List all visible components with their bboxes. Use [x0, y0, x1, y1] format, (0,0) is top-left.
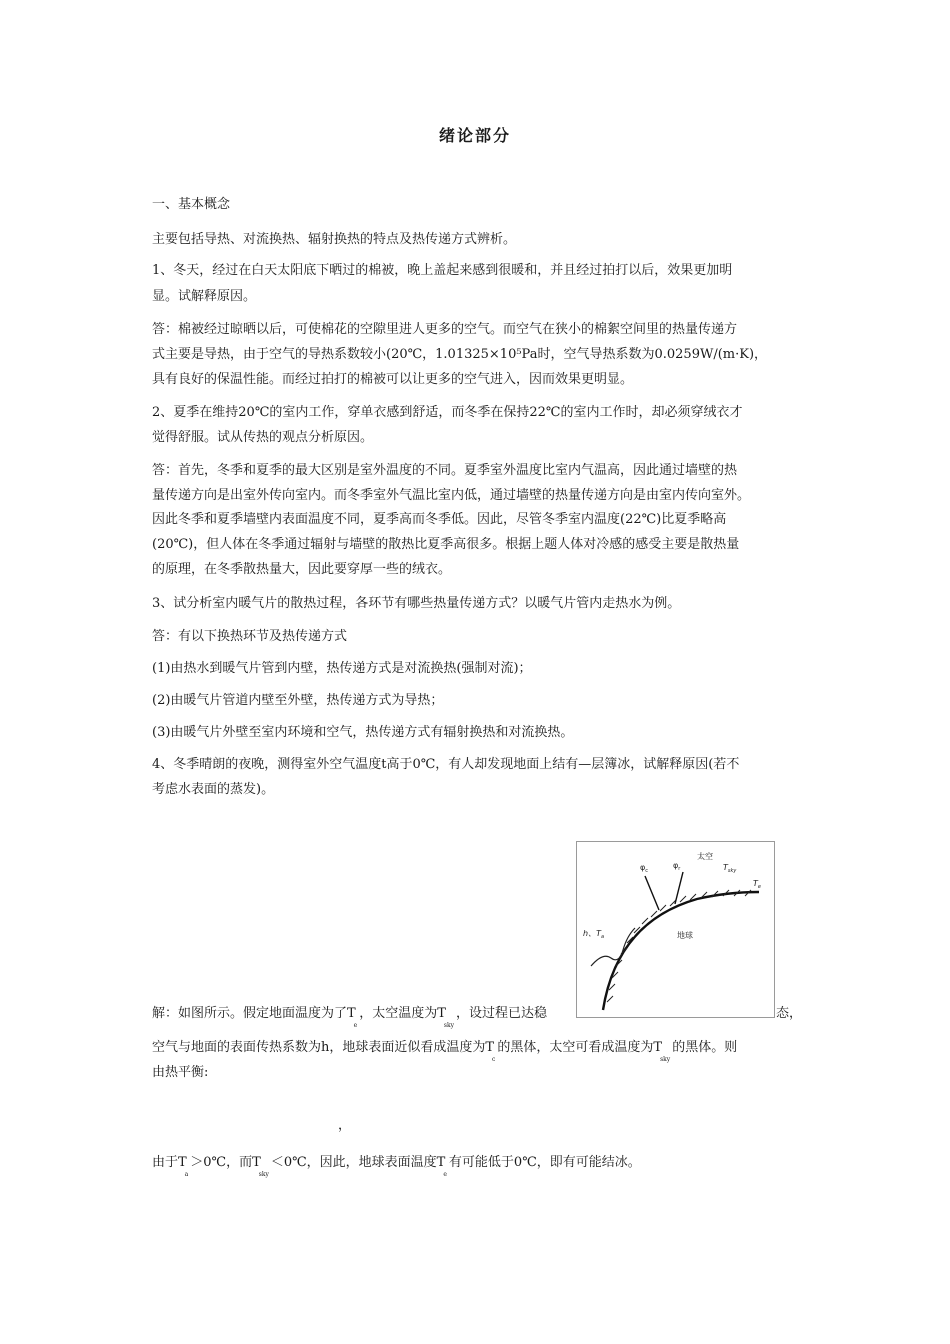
section-heading: 一、基本概念: [152, 197, 231, 212]
phi-r-label: $\varphi_r$: [673, 861, 681, 872]
tsky-label: $T_{sky}$: [723, 863, 737, 874]
conclusion-line: 由于$T_a>0℃$，而$T_{sky}<0℃$，因此，地球表面温度$T_e$有可能低于0℃，即有可能结冰。: [152, 1155, 641, 1178]
intro-text: 主要包括导热、对流换热、辐射换热的特点及热传递方式辨析。: [152, 232, 517, 247]
question-2-line-1: 2、夏季在维持20℃的室内工作，穿单衣感到舒适，而冬季在保持22℃的室内工作时，却必须穿绒衣才: [152, 405, 743, 420]
solution-line-1-end: 态，: [776, 1006, 803, 1021]
answer-2-line-2: 量传递方向是出室外传向室内。而冬季室外气温比室内低，通过墙壁的热量传递方向是由室内传向室外。: [152, 488, 751, 503]
question-1-line-1: 1、冬天，经过在白天太阳底下晒过的棉被，晚上盖起来感到很暖和，并且经过拍打以后，效果更加明: [152, 263, 733, 278]
question-4-line-1: 4、冬季晴朗的夜晚，测得室外空气温度t高于0℃，有人却发现地面上结有—层簿冰，试解释原因(若不: [152, 757, 740, 772]
answer-2-line-1: 答：首先，冬季和夏季的最大区别是室外温度的不同。夏季室外温度比室内气温高，因此通过墙壁的热: [152, 463, 738, 478]
question-4-line-2: 考虑水表面的蒸发)。: [152, 782, 275, 797]
answer-1-line-1: 答：棉被经过晾晒以后，可使棉花的空隙里进人更多的空气。而空气在狭小的棉絮空间里的热量传递方: [152, 322, 738, 337]
h-ta-label: h、$T_a$: [583, 929, 605, 940]
radiation-arrow-2: [675, 872, 683, 904]
equation-comma: ，: [338, 1118, 352, 1133]
solution-line-3: 由热平衡:: [152, 1065, 209, 1080]
answer-3-heading: 答：有以下换热环节及热传递方式: [152, 629, 348, 644]
answer-2-line-5: 的原理，在冬季散热量大，因此要穿厚一些的绒衣。: [152, 562, 452, 577]
phi-c-label: $\varphi_c$: [640, 863, 649, 874]
answer-3-item-1: (1)由热水到暖气片管到内壁，热传递方式是对流换热(强制对流)；: [152, 661, 532, 676]
question-2-line-2: 觉得舒服。试从传热的观点分析原因。: [152, 430, 374, 445]
figure-drawing: [577, 842, 774, 1017]
te-label: $T_e$: [753, 879, 761, 890]
answer-2-line-3: 因此冬季和夏季墙壁内表面温度不同，夏季高而冬季低。因此，尽管冬季室内温度(22℃)比夏季略高: [152, 512, 727, 527]
solution-line-2: 空气与地面的表面传热系数为h，地球表面近似看成温度为$T_c$的黑体，太空可看成温度为$T_{sky}$的黑体。则: [152, 1040, 738, 1063]
answer-1-line-2: 式主要是导热，由于空气的导热系数较小(20℃，1.01325×10⁵Pa时，空气导热系数为0.0259W/(m·K)，: [152, 347, 768, 362]
question-1-line-2: 显。试解释原因。: [152, 289, 257, 304]
space-label: 太空: [697, 852, 713, 861]
answer-3-item-2: (2)由暖气片管道内壁至外壁，热传递方式为导热；: [152, 693, 444, 708]
earth-surface-arc: [603, 892, 759, 1010]
solution-line-1: 解：如图所示。假定地面温度为了$T_e$，太空温度为$T_{sky}$，设过程已达稳: [152, 1006, 548, 1029]
answer-3-item-3: (3)由暖气片外壁至室内环境和空气，热传递方式有辐射换热和对流换热。: [152, 725, 574, 740]
answer-2-line-4: (20℃)，但人体在冬季通过辐射与墙壁的散热比夏季高很多。根据上题人体对冷感的感受主要是散热量: [152, 537, 740, 552]
question-3: 3、试分析室内暖气片的散热过程，各环节有哪些热量传递方式？以暖气片管内走热水为例。: [152, 596, 681, 611]
answer-1-line-3: 具有良好的保温性能。而经过拍打的棉被可以让更多的空气进入，因而效果更明显。: [152, 372, 634, 387]
earth-label: 地球: [677, 931, 693, 940]
earth-radiation-figure: [576, 841, 775, 1018]
radiation-arrow-1: [645, 876, 659, 910]
page-title: 绪论部分: [438, 126, 511, 145]
